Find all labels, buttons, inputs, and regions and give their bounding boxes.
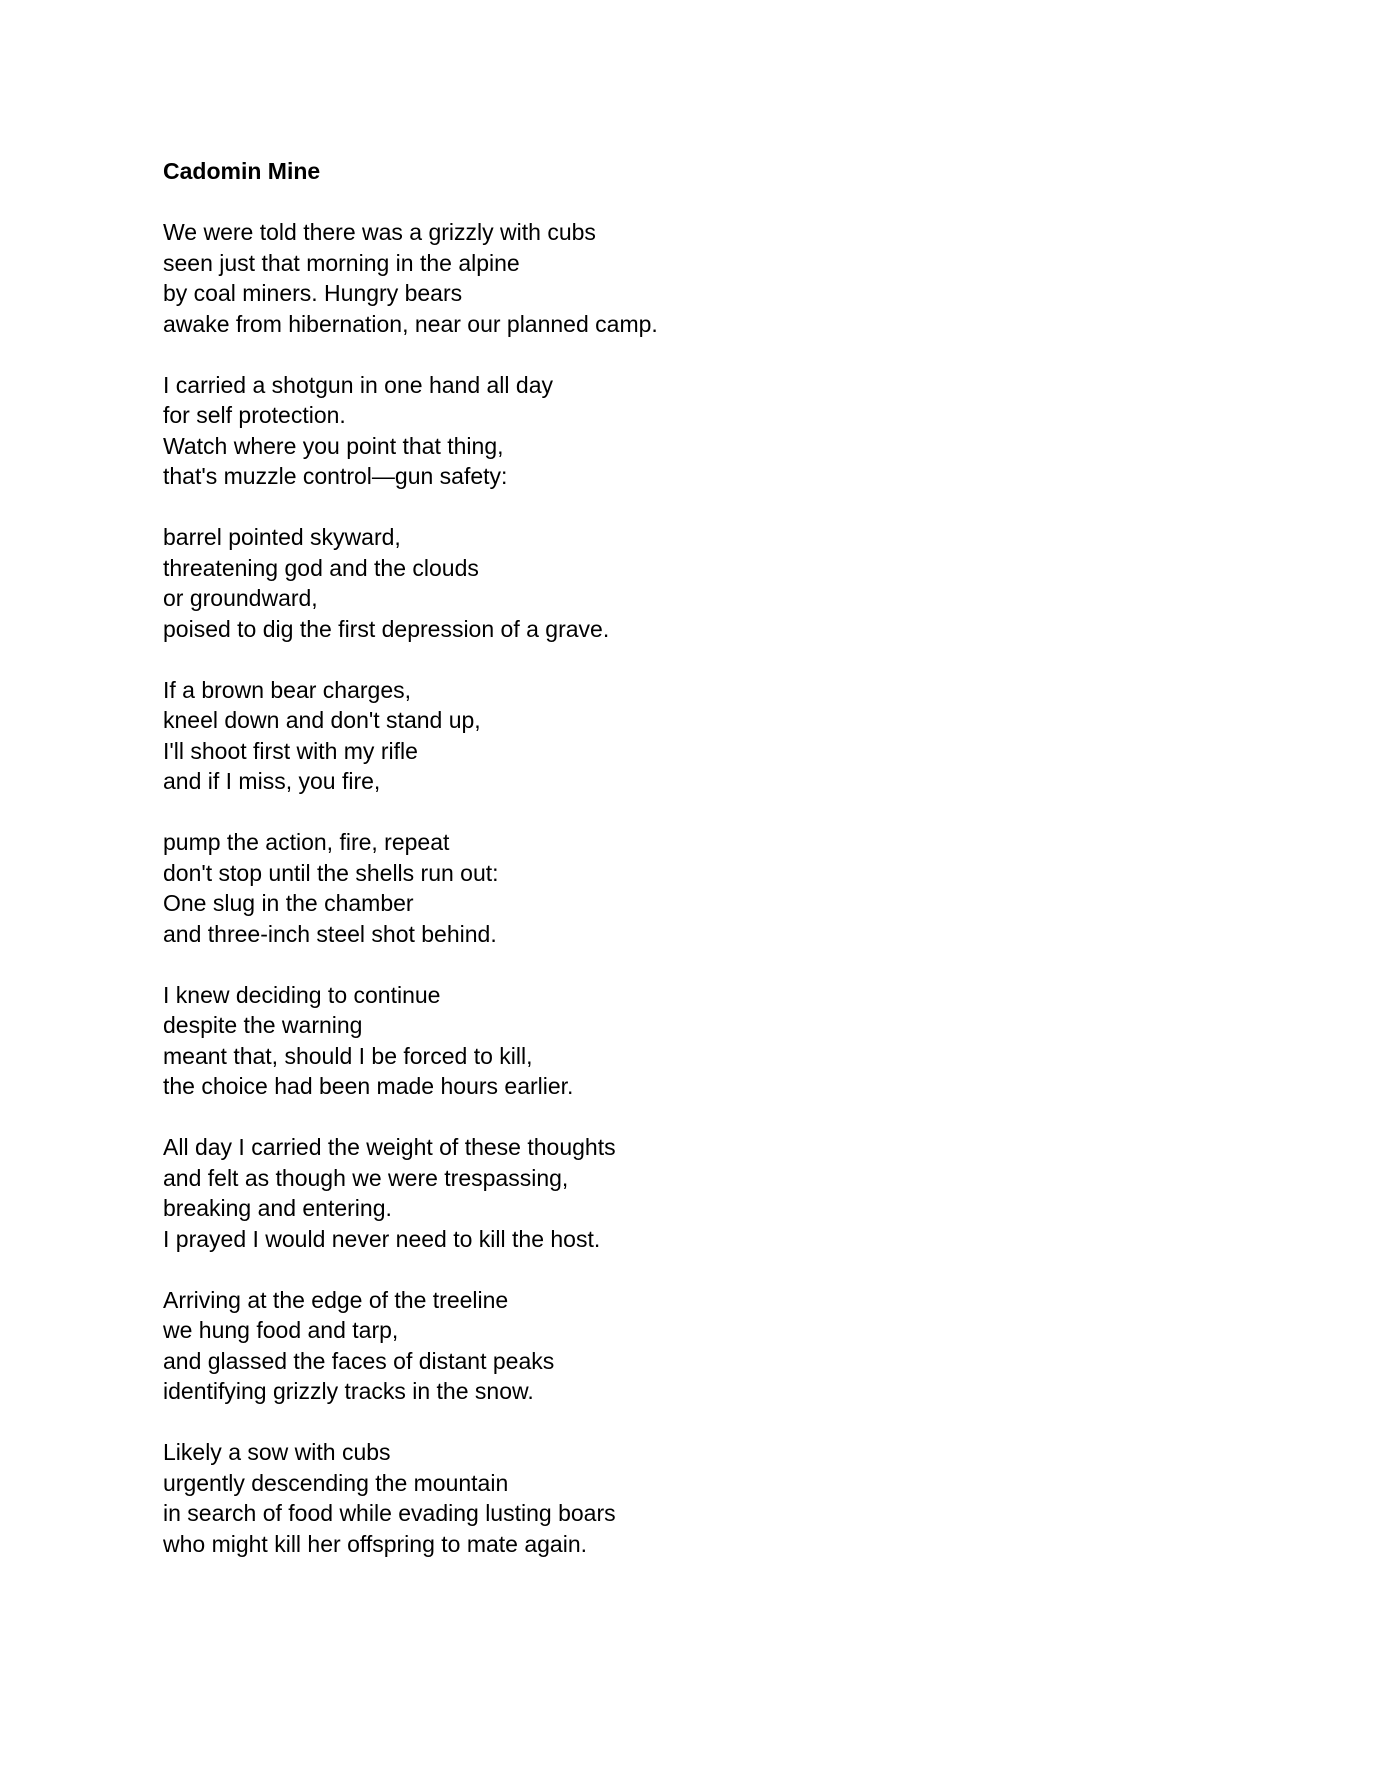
- stanza: [163, 522, 1213, 644]
- stanza: [163, 1132, 1213, 1254]
- poem-line: barrel pointed skyward,: [163, 524, 401, 550]
- poem-line: seen just that morning in the alpine: [163, 249, 520, 276]
- poem-line: despite the warning: [163, 1012, 363, 1038]
- poem-line: by coal miners. Hungry bears: [163, 280, 463, 306]
- poem-line: or groundward,: [163, 585, 318, 611]
- stanza: [163, 827, 1213, 949]
- poem-line: in search of food while evading lusting boars: [163, 1500, 616, 1526]
- poem-line: Likely a sow with cubs: [163, 1439, 391, 1465]
- poem-line: breaking and entering.: [163, 1195, 392, 1221]
- poem-line: I prayed I would never need to kill the host.: [163, 1225, 601, 1252]
- poem: [163, 156, 1213, 1590]
- poem-line: that's muzzle control—gun safety:: [163, 463, 508, 489]
- poem-line: One slug in the chamber: [163, 890, 414, 916]
- stanza: [163, 675, 1213, 797]
- stanza: [163, 1437, 1213, 1559]
- poem-line: If a brown bear charges,: [163, 676, 412, 703]
- poem-line: kneel down and don't stand up,: [163, 707, 481, 733]
- poem-line: meant that, should I be forced to kill,: [163, 1042, 533, 1069]
- poem-line: I knew deciding to continue: [163, 981, 441, 1008]
- poem-line: I carried a shotgun in one hand all day: [163, 371, 553, 398]
- poem-line: urgently descending the mountain: [163, 1469, 509, 1496]
- poem-line: threatening god and the clouds: [163, 554, 479, 581]
- poem-line: the choice had been made hours earlier.: [163, 1073, 574, 1099]
- poem-line: pump the action, fire, repeat: [163, 829, 450, 855]
- stanza: [163, 370, 1213, 492]
- poem-line: and felt as though we were trespassing,: [163, 1164, 569, 1191]
- poem-line: and glassed the faces of distant peaks: [163, 1347, 555, 1374]
- poem-title: Cadomin Mine: [163, 158, 321, 184]
- poem-line: We were told there was a grizzly with cubs: [163, 219, 596, 245]
- poem-line: and three-inch steel shot behind.: [163, 920, 497, 947]
- poem-line: we hung food and tarp,: [163, 1317, 399, 1343]
- stanza: [163, 1285, 1213, 1407]
- poem-line: poised to dig the first depression of a grave.: [163, 615, 610, 642]
- poem-line: awake from hibernation, near our planned camp.: [163, 310, 658, 337]
- poem-line: who might kill her offspring to mate again.: [163, 1530, 588, 1557]
- poem-line: don't stop until the shells run out:: [163, 859, 499, 886]
- poem-line: Arriving at the edge of the treeline: [163, 1286, 509, 1313]
- poem-line: All day I carried the weight of these thoughts: [163, 1134, 616, 1160]
- poem-line: I'll shoot first with my rifle: [163, 737, 418, 764]
- poem-line: identifying grizzly tracks in the snow.: [163, 1378, 534, 1404]
- poem-line: Watch where you point that thing,: [163, 432, 504, 459]
- poem-line: for self protection.: [163, 402, 346, 428]
- poem-line: and if I miss, you fire,: [163, 768, 381, 794]
- stanza: [163, 980, 1213, 1102]
- stanza: [163, 217, 1213, 339]
